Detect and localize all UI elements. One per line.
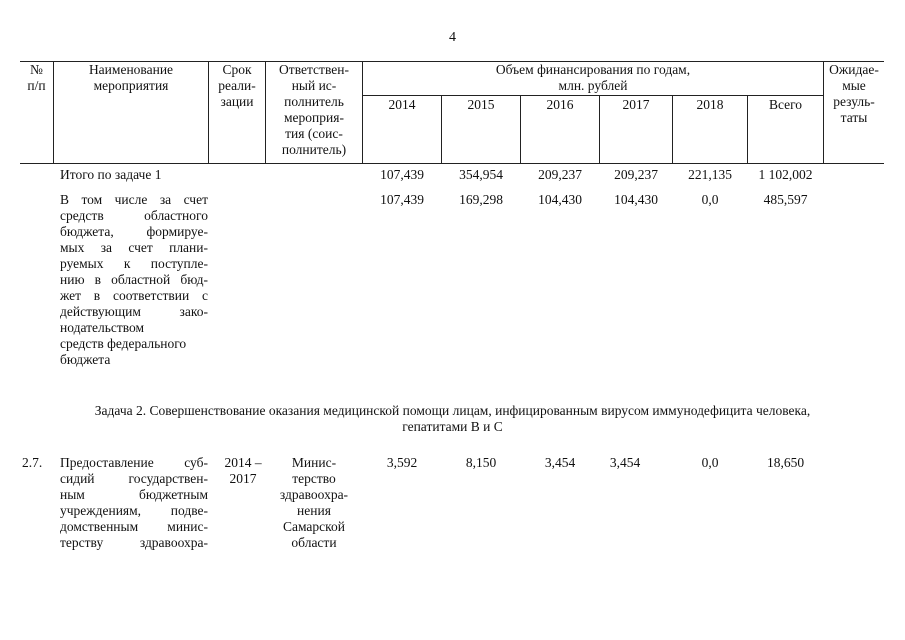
value-2015: 8,150	[465, 455, 497, 470]
value-2018: 221,135	[688, 167, 732, 182]
value-total: 485,597	[763, 192, 808, 207]
header-year: 2017	[622, 97, 650, 112]
value-2016: 3,454	[544, 455, 576, 470]
row-term: 2014 – 2017	[224, 455, 262, 486]
value-2018: 0,0	[701, 192, 719, 207]
value-2018: 0,0	[701, 455, 719, 470]
header-funding: Объем финансирования по годам, млн. рублей	[495, 62, 691, 93]
value-2016: 104,430	[538, 192, 582, 207]
row-name: Итого по задаче 1	[60, 167, 162, 182]
header-num: № п/п	[27, 62, 46, 93]
value-2015: 169,298	[459, 192, 503, 207]
value-2017: 209,237	[614, 167, 658, 182]
row-name: Предоставление суб- сидий государствен- ным бюджетным учреждениям, подве- домственным минис- терству здравоохра-	[60, 455, 208, 550]
header-results: Ожидае- мые резуль- таты	[829, 62, 879, 125]
header-name: Наименование мероприятия	[88, 62, 174, 93]
header-year: 2018	[696, 97, 724, 112]
value-2017: 104,430	[614, 192, 658, 207]
header-year: 2015	[467, 97, 495, 112]
header-responsible: Ответствен- ный ис- полнитель мероприя- тия (соис- полнитель)	[279, 62, 349, 157]
task-2-heading: Задача 2. Совершенствование оказания медицинской помощи лицам, инфицированным вирусом иммунодефицита человека, гепатитами В и С	[94, 403, 811, 434]
row-name: В том числе за счет средств областного бюджета, формируе- мых за счет плани- руемых к поступле- нию в областной бюд- жет в соответствии с действующим зако- нодательством средств федерального бюджета	[60, 192, 208, 367]
header-term: Срок реали- зации	[218, 62, 256, 109]
value-2016: 209,237	[538, 167, 582, 182]
header-year: 2016	[546, 97, 574, 112]
row-number: 2.7.	[22, 455, 43, 470]
value-2015: 354,954	[459, 167, 503, 182]
value-total: 18,650	[766, 455, 805, 470]
row-responsible: Минис- терство здравоохра- нения Самарской области	[279, 455, 349, 550]
value-2014: 107,439	[380, 167, 424, 182]
page-number: 4	[449, 30, 456, 45]
table-header-bottom-border	[20, 163, 884, 164]
value-2017: 3,454	[609, 455, 641, 470]
header-year: 2014	[388, 97, 416, 112]
value-2014: 3,592	[386, 455, 418, 470]
funding-subheader-border	[362, 95, 823, 96]
value-total: 1 102,002	[758, 167, 813, 182]
header-year-total: Всего	[768, 97, 803, 112]
value-2014: 107,439	[380, 192, 424, 207]
